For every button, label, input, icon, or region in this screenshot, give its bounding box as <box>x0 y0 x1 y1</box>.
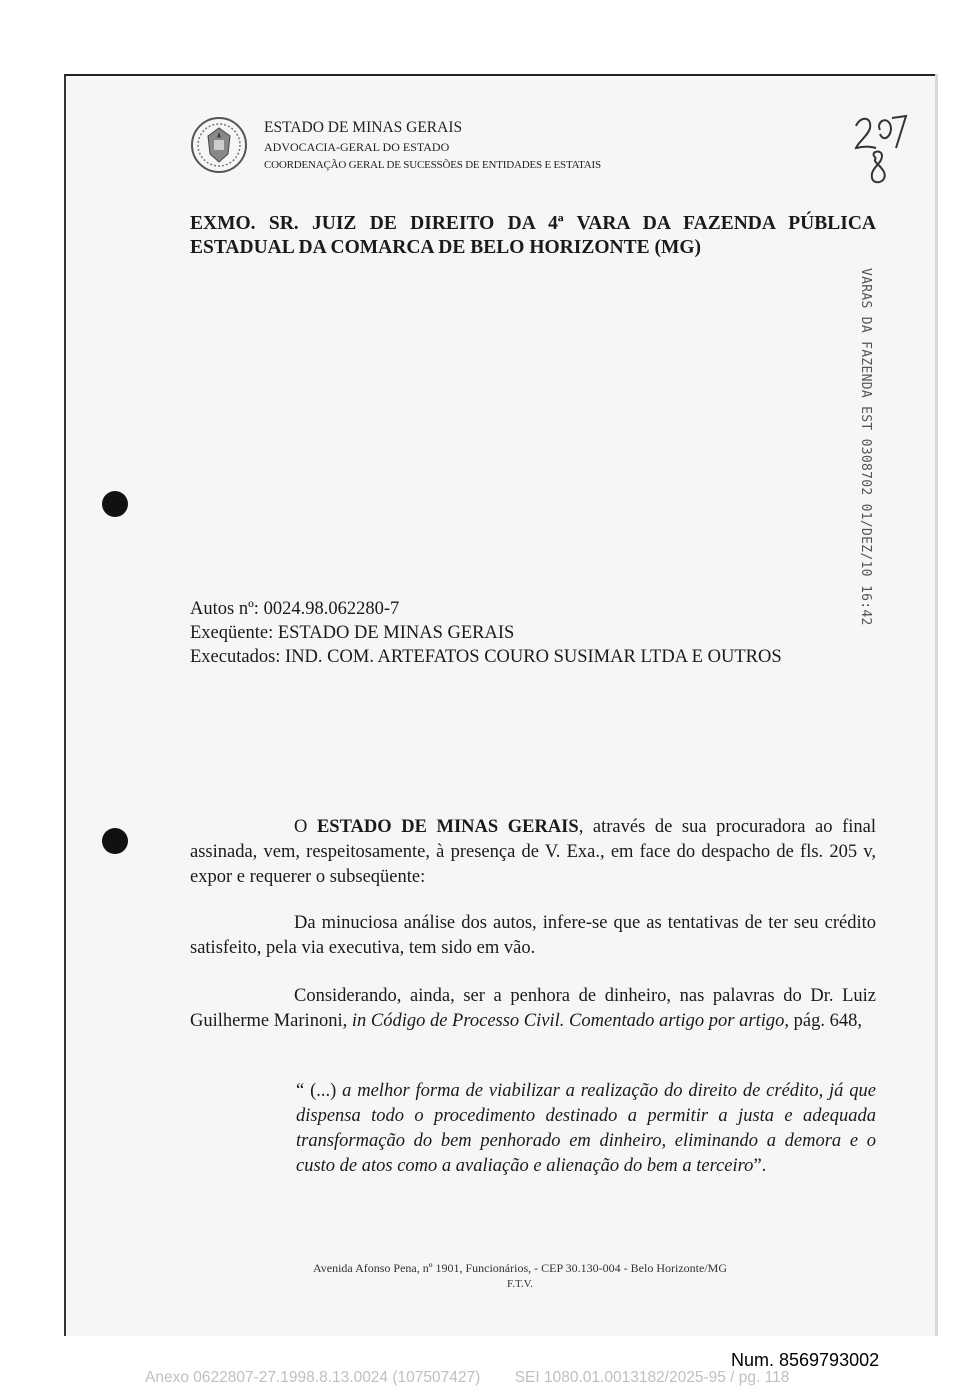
addressee-line-2: ESTADUAL DA COMARCA DE BELO HORIZONTE (MG) <box>190 237 702 258</box>
punch-hole <box>102 828 128 854</box>
paragraph-3-citation: in Código de Processo Civil. Comentado artigo por artigo, <box>351 1011 789 1031</box>
quote-text: a melhor forma de viabilizar a realização do direito de crédito, já que dispensa todo o procedimento destinado a permitir a justa e adequada transformação do bem penhorado em dinheiro, eliminando a demora e o custo de atos como a avaliação e alienação do bem a terceiro <box>296 1081 876 1176</box>
paragraph-1-text: , através de sua procuradora ao final assinada, vem, respeitosamente, à presença de V. Exa., em face do despacho de fls. 205 v, expor e requerer o subseqüente: <box>190 817 876 887</box>
case-exequente: Exeqüente: ESTADO DE MINAS GERAIS <box>190 623 515 643</box>
protocol-stamp: VARAS DA FAZENDA EST 0308702 01/DEZ/10 16:42 <box>858 268 873 626</box>
sei-footer: Anexo 0622807-27.1998.8.13.0024 (107507427) SEI 1080.01.0013182/2025-95 / pg. 118 <box>145 1369 790 1386</box>
block-quote <box>296 1079 876 1179</box>
case-number: Autos nº: 0024.98.062280-7 <box>190 599 400 619</box>
paragraph-3 <box>190 984 876 1034</box>
document-number: Num. 8569793002 <box>731 1350 880 1370</box>
paragraph-1 <box>190 815 876 890</box>
org-name: ESTADO DE MINAS GERAIS <box>264 119 463 136</box>
paragraph-1-party: ESTADO DE MINAS GERAIS <box>316 817 579 837</box>
quote-close: ”. <box>753 1156 767 1176</box>
case-executados: Executados: IND. COM. ARTEFATOS COURO SUSIMAR LTDA E OUTROS <box>190 647 782 667</box>
addressee <box>190 212 876 260</box>
org-coordination: COORDENAÇÃO GERAL DE SUCESSÕES DE ENTIDADES E ESTATAIS <box>264 159 601 171</box>
punch-hole <box>102 491 128 517</box>
paragraph-2: Da minuciosa análise dos autos, infere-se que as tentativas de ter seu crédito satisfeito, pela via executiva, tem sido em vão. <box>190 913 876 958</box>
quote-open: “ (...) <box>296 1081 343 1101</box>
org-department: ADVOCACIA-GERAL DO ESTADO <box>264 140 450 154</box>
footer-address: Avenida Afonso Pena, nº 1901, Funcionários, - CEP 30.130-004 - Belo Horizonte/MG <box>312 1261 727 1275</box>
paragraph-3-page: pág. 648, <box>789 1011 862 1031</box>
paragraph-3-text: Considerando, ainda, ser a penhora de dinheiro, nas palavras do Dr. Luiz Guilherme Marinoni, <box>190 986 876 1031</box>
coat-of-arms-icon <box>190 116 248 174</box>
paragraph-1-prefix: O <box>294 817 317 837</box>
handwritten-page-number <box>850 108 910 188</box>
footer-initials: F.T.V. <box>507 1278 533 1290</box>
scan-edge <box>935 74 938 1336</box>
addressee-line-1: EXMO. SR. JUIZ DE DIREITO DA 4ª VARA DA FAZENDA PÚBLICA <box>190 213 876 234</box>
